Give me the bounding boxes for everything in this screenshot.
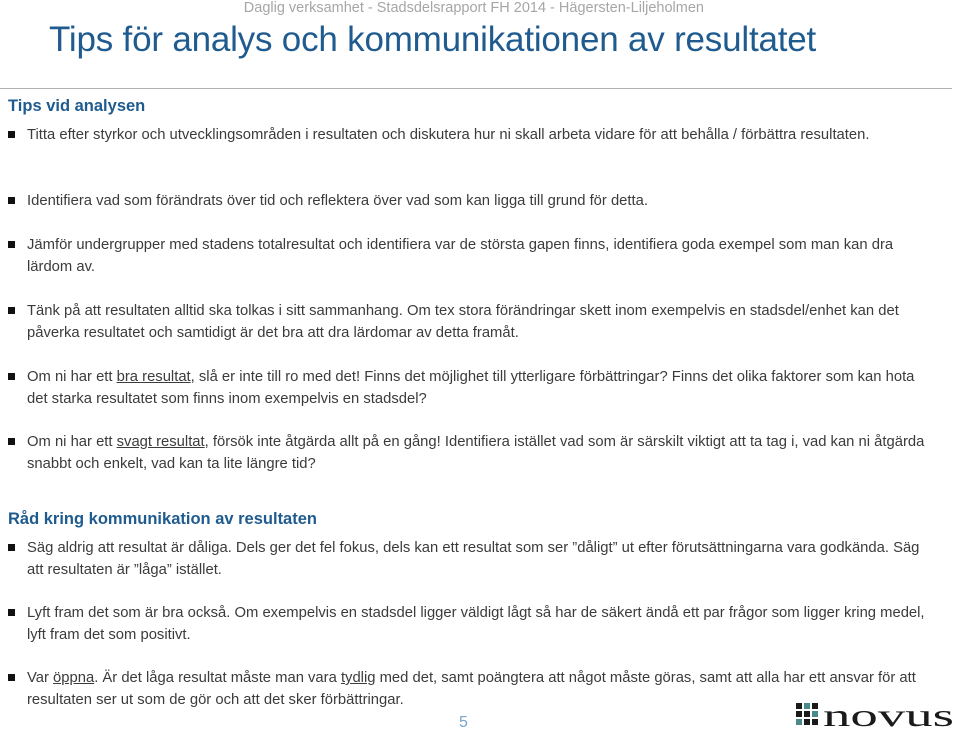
bullet-text-post: , försök inte åtgärda allt på en gång! Identifiera istället vad som är särskilt viktigt att ta tag i, vad kan ni åtgärda snabbt och enkelt, vad kan ta lite längre tid?	[27, 434, 925, 472]
novus-logo	[796, 700, 956, 730]
header-subtitle: Daglig verksamhet - Stadsdelsrapport FH 2014 - Hägersten-Liljeholmen	[243, 0, 704, 16]
list-item	[27, 190, 932, 212]
bullet-text: Jämför undergrupper med stadens totalresultat och identifiera var de största gapen finns, identifiera goda exempel som man kan dra lärdom av.	[27, 237, 894, 275]
list-item	[27, 537, 932, 581]
novus-logo-icon	[796, 700, 956, 730]
section-heading-analysis: Tips vid analysen	[8, 97, 146, 115]
bullet-text: Lyft fram det som är bra också. Om exempelvis en stadsdel ligger väldigt lågt så har de säkert ändå ett par frågor som ligger kring medel, lyft fram det som positivt.	[27, 605, 925, 643]
bullet-text-pre: Om ni har ett	[27, 369, 117, 385]
bullet-square-icon	[8, 241, 15, 248]
title-divider	[0, 88, 952, 89]
bullet-square-icon	[8, 307, 15, 314]
bullet-square-icon	[8, 131, 15, 138]
bullet-text-mid: . Är det låga resultat måste man vara	[94, 670, 341, 686]
bullet-square-icon	[8, 197, 15, 204]
underlined-phrase: tydlig	[340, 670, 376, 686]
bullet-text-post: med det, samt poängtera att något måste göras, samt att alla har ett ansvar för att resultaten ser ut som de gör och att det sker förbättringar.	[27, 670, 916, 708]
page-title: Tips för analys och kommunikationen av resultatet	[49, 20, 817, 59]
bullet-text: Titta efter styrkor och utvecklingsområden i resultaten och diskutera hur ni skall arbeta vidare för att behålla / förbättra resultaten.	[27, 127, 870, 143]
list-item	[27, 124, 932, 146]
underlined-phrase: öppna	[53, 670, 95, 686]
section-heading-communication: Råd kring kommunikation av resultaten	[8, 510, 317, 528]
bullet-square-icon	[8, 438, 15, 445]
bullet-text-pre: Var	[27, 670, 54, 686]
bullet-text-post: , slå er inte till ro med det! Finns det möjlighet till ytterligare förbättringar? Finns det olika faktorer som kan hota det starka resultatet som finns inom exempelvis en stadsdel?	[27, 369, 915, 407]
underlined-phrase: svagt resultat	[116, 434, 205, 450]
bullet-square-icon	[8, 609, 15, 616]
list-item	[27, 300, 932, 344]
bullet-text: Säg aldrig att resultat är dåliga. Dels ger det fel fokus, dels kan ett resultat som ser ”dåligt” ut efter förutsättningarna vara godkända. Säg att resultaten är ”låga” istället.	[27, 540, 920, 578]
underlined-phrase: bra resultat	[116, 369, 191, 385]
bullet-text-pre: Om ni har ett	[27, 434, 117, 450]
bullet-text: Tänk på att resultaten alltid ska tolkas i sitt sammanhang. Om tex stora förändringar skett inom exempelvis en stadsdel/enhet kan det påverka resultatet och samtidigt är det bra att dra lärdomar av detta framåt.	[27, 303, 899, 341]
bullet-square-icon	[8, 544, 15, 551]
list-item	[27, 431, 932, 475]
page-number: 5	[459, 714, 468, 731]
bullet-text: Identifiera vad som förändrats över tid och reflektera över vad som kan ligga till grund för detta.	[27, 193, 648, 209]
list-item	[27, 366, 932, 410]
list-item	[27, 234, 932, 278]
svg-text:novus: novus	[823, 700, 954, 730]
list-item	[27, 602, 932, 646]
bullet-square-icon	[8, 373, 15, 380]
bullet-square-icon	[8, 674, 15, 681]
